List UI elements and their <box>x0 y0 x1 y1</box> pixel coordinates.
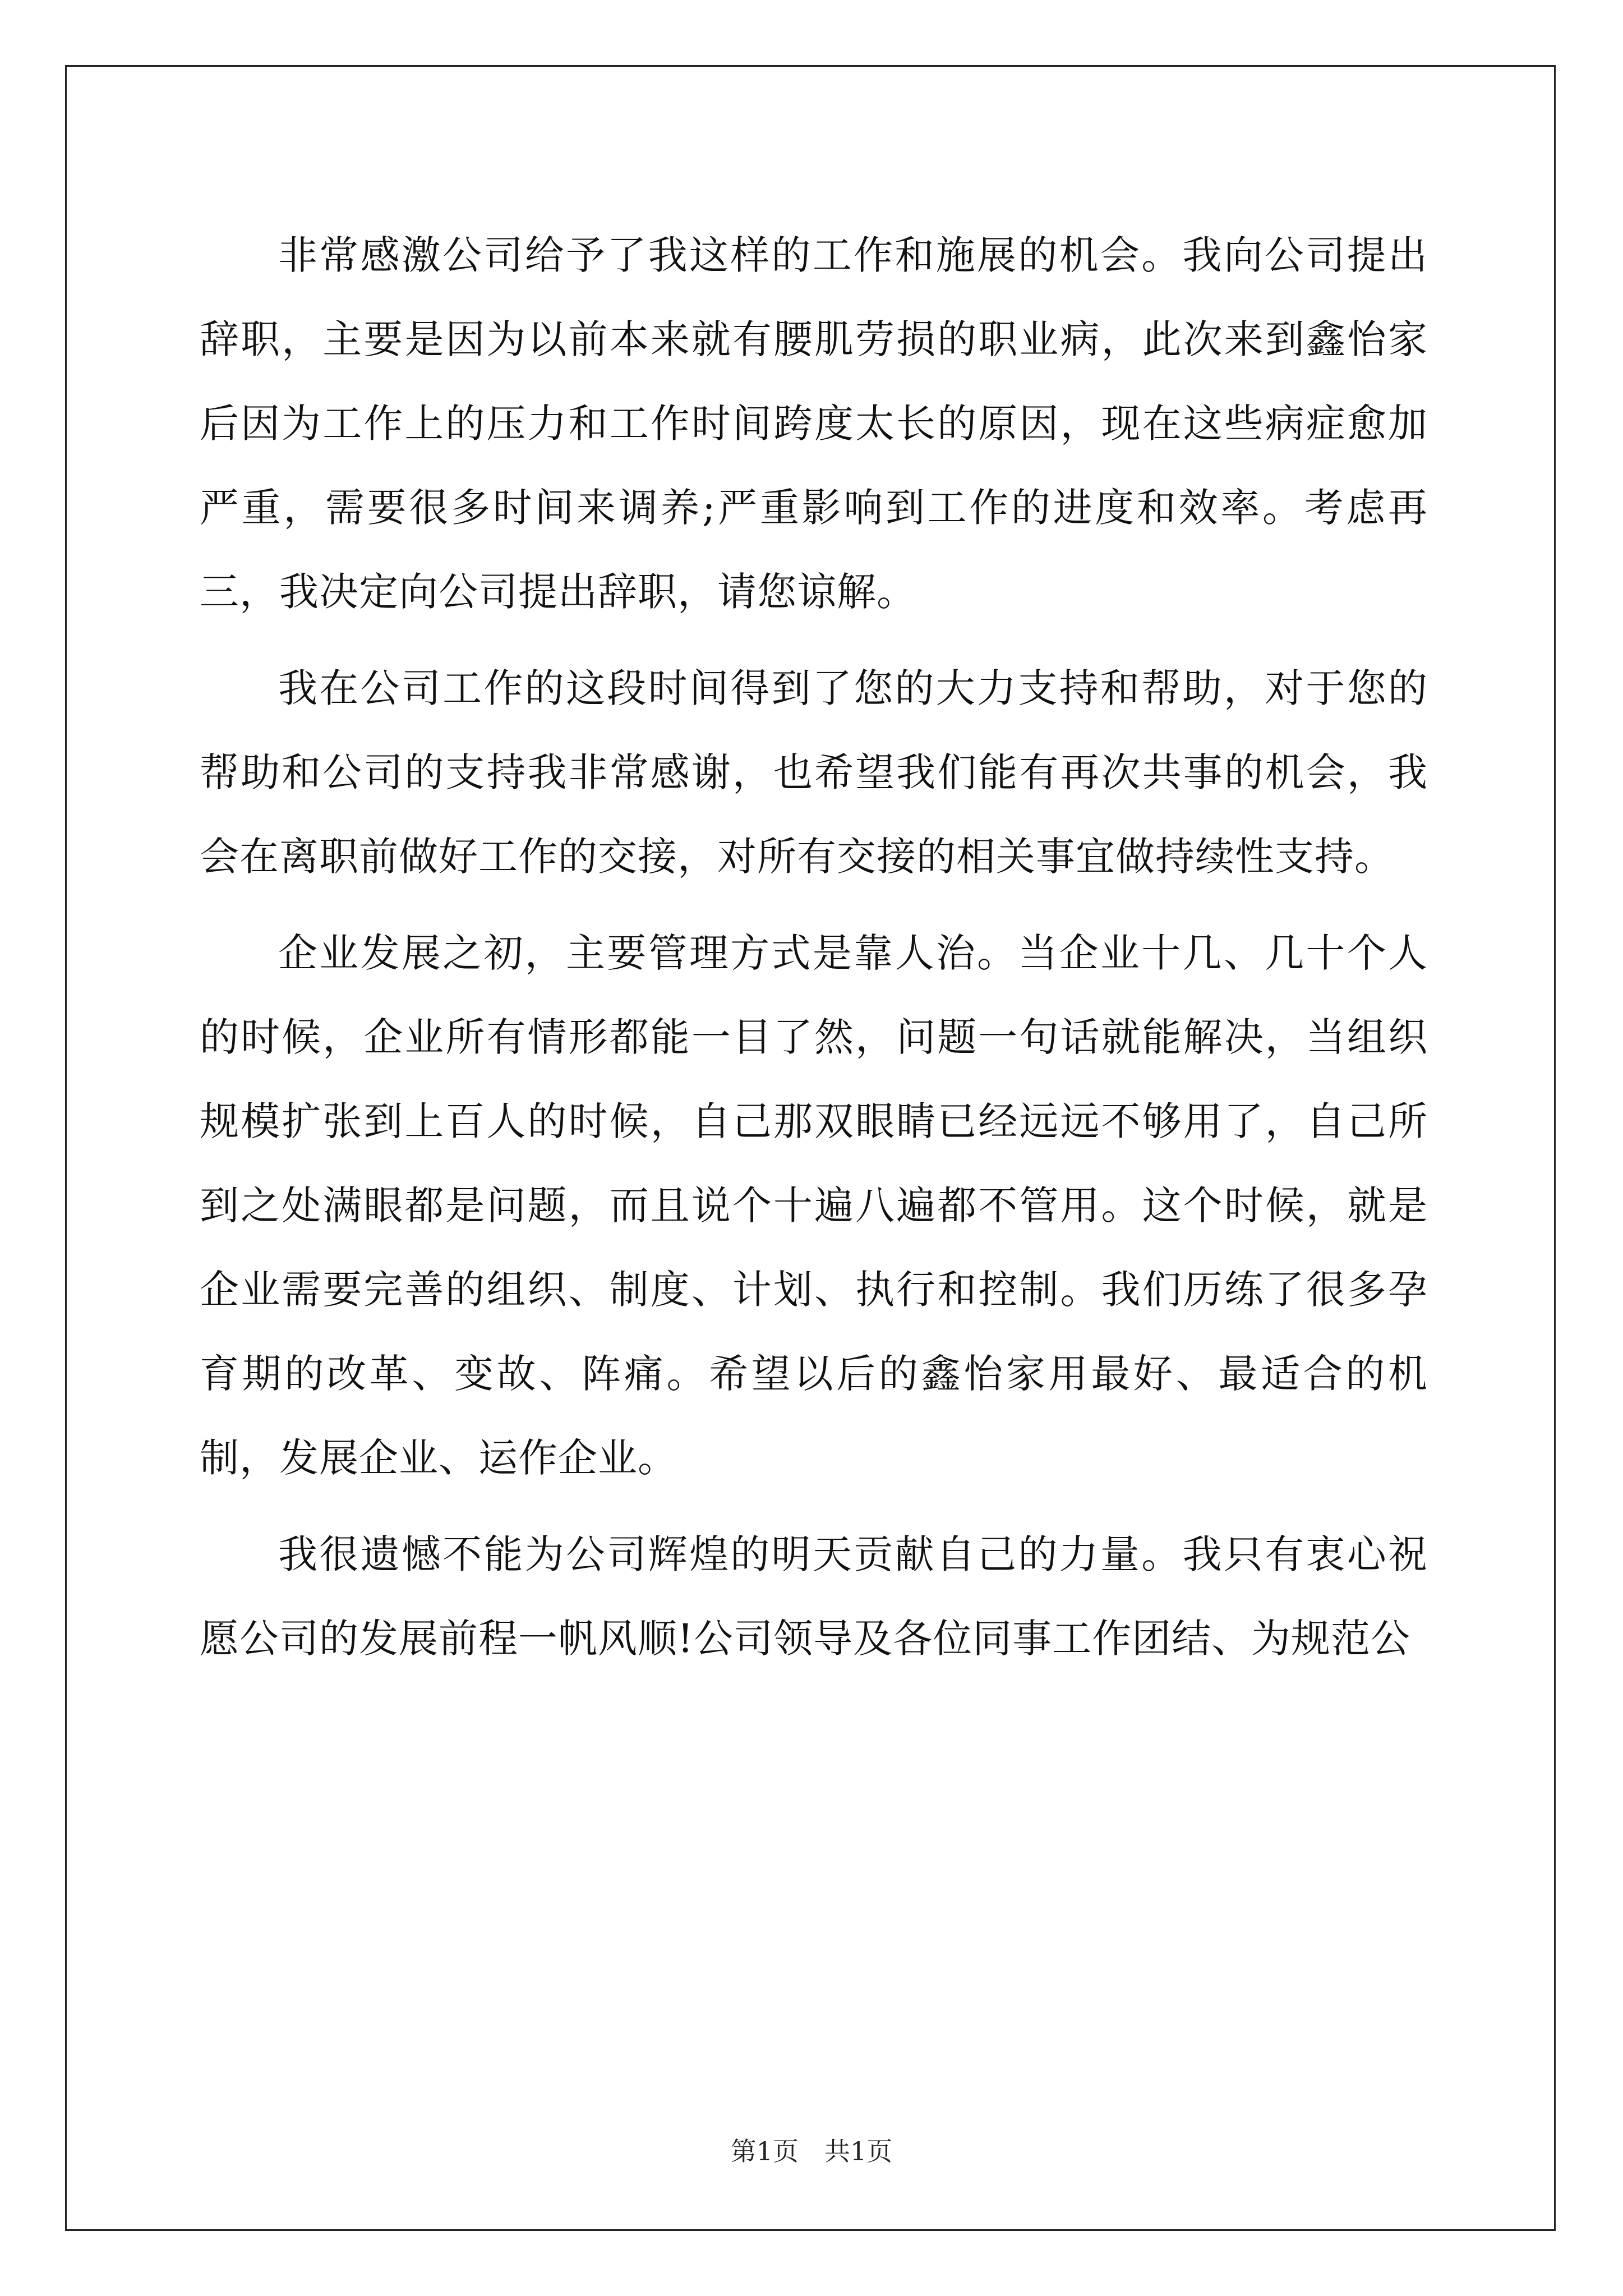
page-footer: 第1页 共1页 <box>730 2136 893 2166</box>
paragraph-1: 非常感激公司给予了我这样的工作和施展的机会。我向公司提出辞职，主要是因为以前本来就有腰肌劳损的职业病，此次来到鑫怡家后因为工作上的压力和工作时间跨度太长的原因，现在这些病症愈加严重，需要很多时间来调养;严重影响到工作的进度和效率。考虑再三，我决定向公司提出辞职，请您谅解。 <box>200 232 1428 615</box>
paragraph-3: 企业发展之初，主要管理方式是靠人治。当企业十几、几十个人的时候，企业所有情形都能一目了然，问题一句话就能解决，当组织规模扩张到上百人的时候，自己那双眼睛已经远远不够用了，自己所到之处满眼都是问题，而且说个十遍八遍都不管用。这个时候，就是企业需要完善的组织、制度、计划、执行和控制。我们历练了很多孕育期的改革、变故、阵痛。希望以后的鑫怡家用最好、最适合的机制，发展企业、运作企业。 <box>200 930 1428 1481</box>
paragraph-4: 我很遗憾不能为公司辉煌的明天贡献自己的力量。我只有衷心祝愿公司的发展前程一帆风顺!公司领导及各位同事工作团结、为规范公 <box>200 1531 1428 1662</box>
paragraph-2: 我在公司工作的这段时间得到了您的大力支持和帮助，对于您的帮助和公司的支持我非常感谢，也希望我们能有再次共事的机会，我会在离职前做好工作的交接，对所有交接的相关事宜做持续性支持。 <box>200 665 1428 880</box>
document-body <box>200 213 1428 1693</box>
